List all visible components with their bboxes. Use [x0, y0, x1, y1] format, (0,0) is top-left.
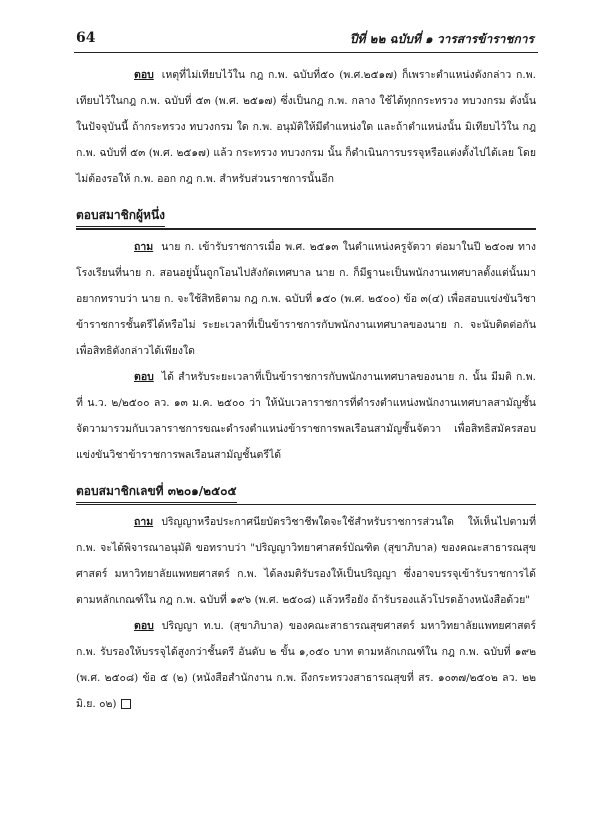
- question-label: ถาม: [134, 516, 154, 528]
- section-heading-block: [76, 476, 536, 506]
- section-rule: [76, 504, 536, 506]
- page-number: 64: [76, 30, 96, 46]
- page-body: [76, 62, 536, 717]
- answer-label: ตอบ: [134, 370, 154, 383]
- answer-paragraph: [76, 62, 536, 192]
- section-rule: [76, 228, 536, 230]
- question-paragraph: [76, 509, 536, 613]
- question-text: นาย ก. เข้ารับราชการเมื่อ พ.ศ. ๒๕๑๓ ในตำแหน่งครูจัตวา ต่อมาในปี ๒๕๐๗ ทางโรงเรียนที่นาย ก. สอนอยู่นั้นถูกโอนไปสังกัดเทศบาล นาย ก. ก็มีฐานะเป็นพนักงานเทศบาลตั้งแต่นั้นมา อยากทราบว่า นาย ก. จะใช้สิทธิตาม กฎ ก.พ. ฉบับที่ ๑๕๐ (พ.ศ. ๒๕๐๐) ข้อ ๓(๔) เพื่อสอบแข่งขันวิชาข้าราชการชั้นตรีได้หรือไม่ ระยะเวลาที่เป็นข้าราชการกับพนักงานเทศบาลของนาย ก. จะนับติดต่อกัน เพื่อสิทธิดังกล่าวได้เพียงใด: [76, 240, 536, 357]
- answer-text: เหตุที่ไม่เทียบไว้ใน กฎ ก.พ. ฉบับที่๕๐ (พ.ศ.๒๕๑๗) ก็เพราะตำแหน่งดังกล่าว ก.พ. เทียบไว้ในกฎ ก.พ. ฉบับที่ ๕๓ (พ.ศ. ๒๕๑๗) ซึ่งเป็นกฎ ก.พ. กลาง ใช้ได้ทุกกระทรวง ทบวงกรม ดังนั้น ในปัจจุบันนี้ ถ้ากระทรวง ทบวงกรม ใด ก.พ. อนุมัติให้มีตำแหน่งใด และถ้าตำแหน่งนั้น มิเทียบไว้ใน กฎ ก.พ. ฉบับที่ ๕๓ (พ.ศ. ๒๕๑๗) แล้ว กระทรวง ทบวงกรม นั้น ก็ดำเนินการบรรจุหรือแต่งตั้งไปได้เลย โดยไม่ต้องรอให้ ก.พ. ออก กฎ ก.พ. สำหรับส่วนราชการนั้นอีก: [76, 69, 536, 185]
- question-text: ปริญญาหรือประกาศนียบัตรวิชาชีพใดจะใช้สำหรับราชการส่วนใด ให้เห็นไปตามที่ ก.พ. จะได้พิจารณาอนุมัติ ขอทราบว่า "ปริญญาวิทยาศาสตร์บัณฑิต (สุขาภิบาล) ของคณะสาธารณสุขศาสตร์ มหาวิทยาลัยแพทยศาสตร์ ก.พ. ได้ลงมติรับรองให้เป็นปริญญา ซึ่งอาจบรรจุเข้ารับราชการได้ตามหลักเกณฑ์ใน กฎ ก.พ. ฉบับที่ ๑๙๖ (พ.ศ. ๒๕๐๘) แล้วหรือยัง ถ้ารับรองแล้วโปรดอ้างหนังสือด้วย": [76, 516, 536, 606]
- section-heading: ตอบสมาชิกเลขที่ ๓๒๐๑/๒๕๐๕: [76, 480, 237, 503]
- answer-paragraph: [76, 364, 536, 468]
- end-mark-box: [121, 699, 131, 709]
- section-heading: ตอบสมาชิกผู้หนึ่ง: [76, 204, 165, 227]
- answer-text: ได้ สำหรับระยะเวลาที่เป็นข้าราชการกับพนักงานเทศบาลของนาย ก. นั้น มีมติ ก.พ. ที่ น.ว. ๒/๒๕๐๐ ลว. ๑๓ ม.ค. ๒๕๐๐ ว่า ให้นับเวลาราชการที่ดำรงตำแหน่งพนักงานเทศบาลสามัญชั้นจัตวามารวมกับเวลาราชการขณะดำรงตำแหน่งข้าราชการพลเรือนสามัญชั้นจัตวา เพื่อสิทธิสมัครสอบแข่งขันวิชาข้าราชการพลเรือนสามัญชั้นตรีได้: [76, 370, 536, 461]
- section-heading-block: [76, 200, 536, 230]
- answer-label: ตอบ: [134, 620, 154, 632]
- running-head: ปีที่ ๒๒ ฉบับที่ ๑ วารสารข้าราชการ: [349, 32, 534, 46]
- question-label: ถาม: [134, 240, 154, 253]
- answer-label: ตอบ: [134, 69, 154, 81]
- question-paragraph: [76, 234, 536, 364]
- page-header: [76, 30, 534, 50]
- answer-text: ปริญญา ท.บ. (สุขาภิบาล) ของคณะสาธารณสุขศาสตร์ มหาวิทยาลัยแพทยศาสตร์ ก.พ. รับรองให้บรรจุได้สูงกว่าชั้นตรี อันดับ ๒ ขั้น ๑,๐๕๐ บาท ตามหลักเกณฑ์ใน กฎ ก.พ. ฉบับที่ ๑๙๒ (พ.ศ. ๒๕๐๘) ข้อ ๕ (๒) (หนังสือสำนักงาน ก.พ. ถึงกระทรวงสาธารณสุขที่ สร. ๑๐๓๗/๒๕๐๒ ลว. ๒๒ มิ.ย. ๐๒): [76, 620, 536, 710]
- answer-paragraph: [76, 613, 536, 717]
- header-rule: [74, 52, 538, 53]
